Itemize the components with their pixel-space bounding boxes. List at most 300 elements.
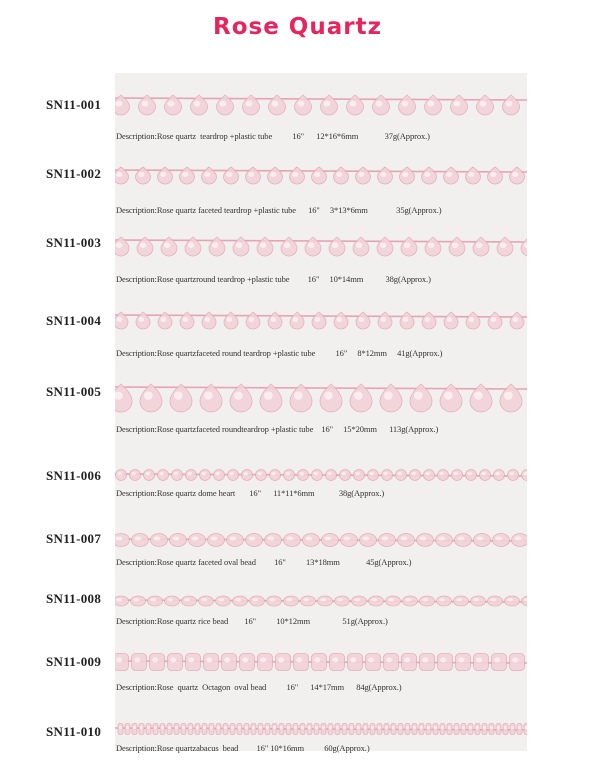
bead-highlight [439,598,445,601]
bead-highlight [161,317,167,322]
bead-highlight [406,726,409,729]
bead [204,654,219,671]
bead-highlight [131,472,135,475]
bead-highlight [332,657,338,662]
bead-highlight [364,726,367,729]
bead-highlight [507,598,513,601]
product-code: SN11-007 [46,531,102,546]
bead-highlight [236,242,242,248]
bead-highlight [369,472,373,475]
bead-highlight [286,598,292,601]
bead-highlight [490,726,493,729]
bead-highlight [204,391,213,399]
bead [298,470,309,481]
bead [436,534,453,547]
bead [233,596,248,606]
bead-highlight [116,101,123,107]
bead-highlight [380,172,386,177]
bead-highlight [212,242,218,248]
bead-strand-image [115,232,527,270]
bead-highlight [336,726,339,729]
bead [312,654,327,671]
bead-highlight [196,726,199,729]
bead-highlight [194,101,201,107]
bead-highlight [434,726,437,729]
bead-highlight [490,598,496,601]
product-description: Description:Rose quartz faceted teardrop +plastic tube 16" 3*13*6mm 35g(Approx.) [116,205,442,215]
bead-highlight [249,536,256,540]
bead-highlight [511,726,514,729]
bead-highlight [234,391,243,399]
bead-highlight [280,726,283,729]
bead-highlight [231,726,234,729]
bead-highlight [467,472,471,475]
bead-highlight [116,172,122,177]
bead-highlight [272,101,279,107]
bead-highlight [154,726,157,729]
bead-highlight [287,536,294,540]
bead-highlight [224,726,227,729]
bead-highlight [260,657,266,662]
bead [256,470,267,481]
bead [508,470,519,481]
bead-highlight [422,598,428,601]
bead-highlight [425,472,429,475]
bead-highlight [469,317,475,322]
bead [294,654,309,671]
bead-highlight [404,242,410,248]
bead-highlight [504,391,513,399]
bead-highlight [376,101,383,107]
bead-highlight [354,598,360,601]
bead-highlight [385,726,388,729]
bead-highlight [512,172,518,177]
bead-highlight [513,317,519,322]
bead-highlight [170,657,176,662]
bead-highlight [116,536,123,540]
bead [379,534,396,547]
bead-highlight [142,101,149,107]
bead-highlight [167,598,173,601]
bead [455,534,472,547]
bead-highlight [203,726,206,729]
bead-highlight [135,536,142,540]
bead-highlight [402,101,409,107]
bead [208,534,225,547]
bead [398,534,415,547]
bead-highlight [117,317,123,322]
bead [170,534,187,547]
bead-highlight [382,536,389,540]
bead-highlight [218,598,224,601]
bead-highlight [399,726,402,729]
bead-highlight [160,172,166,177]
bead-highlight [401,536,408,540]
bead-highlight [188,242,194,248]
bead-highlight [350,726,353,729]
bead-highlight [444,391,453,399]
bead-highlight [314,172,320,177]
bead-highlight [287,726,290,729]
bead-highlight [483,726,486,729]
bead-highlight [428,242,434,248]
bead-highlight [238,726,241,729]
bead [438,470,449,481]
bead-highlight [246,101,253,107]
bead-strand-drawing [115,715,527,741]
bead [227,534,244,547]
bead-highlight [371,726,374,729]
bead-highlight [337,317,343,322]
bead-highlight [476,242,482,248]
bead-highlight [204,172,210,177]
bead-highlight [424,172,430,177]
bead-highlight [313,472,317,475]
bead-highlight [420,726,423,729]
bead-highlight [509,472,513,475]
bead [222,654,237,671]
bead-strand-image [115,523,527,555]
bead-highlight [147,726,150,729]
bead-highlight [140,726,143,729]
bead-highlight [215,472,219,475]
product-description: Description:Rose quartzround teardrop +plastic tube 16" 10*14mm 38g(Approx.) [116,274,431,284]
bead-strand-image [115,644,527,678]
bead-highlight [306,536,313,540]
bead-highlight [490,172,496,177]
bead-highlight [359,317,365,322]
bead-highlight [355,472,359,475]
bead-highlight [383,472,387,475]
bead-highlight [217,726,220,729]
product-code: SN11-003 [46,235,102,250]
bead [186,654,201,671]
product-description: Description:Rose quartz Octagon oval bead 16" 14*17mm 84g(Approx.) [116,682,402,692]
bead-string [115,240,527,242]
bead-highlight [187,472,191,475]
bead-highlight [292,172,298,177]
bead-highlight [174,391,183,399]
bead-highlight [322,726,325,729]
bead-highlight [243,472,247,475]
bead-highlight [285,472,289,475]
bead-highlight [294,391,303,399]
bead-highlight [116,242,122,248]
bead-highlight [252,598,258,601]
bead-highlight [133,598,139,601]
bead-strand-drawing [115,162,527,200]
bead [242,470,253,481]
bead [115,654,129,671]
bead-highlight [248,172,254,177]
bead [284,470,295,481]
bead [182,596,197,606]
bead-highlight [298,101,305,107]
bead [494,470,505,481]
bead-highlight [455,726,458,729]
bead [132,534,149,547]
bead-highlight [414,391,423,399]
product-code: SN11-004 [46,313,102,328]
bead-highlight [314,657,320,662]
bead-highlight [504,726,507,729]
bead-highlight [452,242,458,248]
product-description: Description:Rose quartz rice bead 16" 10*12mm 51g(Approx.) [116,616,388,626]
bead-highlight [428,101,435,107]
bead-highlight [315,726,318,729]
bead-highlight [182,172,188,177]
product-code: SN11-006 [46,468,102,483]
bead-highlight [230,536,237,540]
bead-highlight [518,726,521,729]
catalog-title: Rose Quartz [213,14,382,40]
bead [335,596,350,606]
bead-highlight [380,242,386,248]
bead [301,596,316,606]
bead-highlight [337,598,343,601]
bead-highlight [329,726,332,729]
bead-highlight [201,472,205,475]
bead-highlight [384,391,393,399]
bead-strand-drawing [115,90,527,126]
bead-strand-image [115,378,527,422]
bead-highlight [201,598,207,601]
product-code: SN11-009 [46,654,102,669]
bead-highlight [134,657,140,662]
bead-highlight [273,726,276,729]
bead-highlight [192,536,199,540]
bead [199,596,214,606]
bead [151,534,168,547]
bead-highlight [402,172,408,177]
bead-highlight [257,472,261,475]
bead-highlight [299,472,303,475]
bead-highlight [271,317,277,322]
bead-highlight [425,317,431,322]
bead [410,470,421,481]
bead-highlight [476,657,482,662]
bead [189,534,206,547]
bead [250,596,265,606]
bead-highlight [427,726,430,729]
bead-highlight [175,726,178,729]
bead-highlight [500,242,506,248]
bead-highlight [446,172,452,177]
bead-highlight [296,657,302,662]
bead-highlight [458,536,465,540]
bead [240,654,255,671]
bead [480,470,491,481]
bead-highlight [150,598,156,601]
bead-highlight [189,726,192,729]
bead-highlight [284,242,290,248]
bead-highlight [164,242,170,248]
bead [258,654,273,671]
bead-highlight [405,598,411,601]
bead-highlight [168,726,171,729]
bead-highlight [224,657,230,662]
bead-highlight [324,391,333,399]
bead [417,534,434,547]
bead-highlight [154,536,161,540]
bead [312,470,323,481]
bead-highlight [278,657,284,662]
bead [354,470,365,481]
product-description: Description:Rose quartzabacus bead 16" 10*16mm 60g(Approx.) [116,743,370,753]
product-code: SN11-002 [46,166,102,181]
bead [382,470,393,481]
bead-highlight [469,726,472,729]
bead-highlight [144,391,153,399]
bead-highlight [139,317,145,322]
bead-highlight [388,598,394,601]
bead-highlight [205,317,211,322]
bead [452,470,463,481]
bead-highlight [210,726,213,729]
bead-highlight [320,598,326,601]
bead-highlight [440,657,446,662]
bead-highlight [245,726,248,729]
bead-highlight [354,391,363,399]
bead-highlight [206,657,212,662]
bead-strand-drawing [115,462,527,486]
bead [493,534,510,547]
product-code: SN11-005 [46,384,102,399]
bead [352,596,367,606]
bead-highlight [403,317,409,322]
bead [330,654,345,671]
bead-highlight [269,598,275,601]
bead-highlight [270,172,276,177]
bead-strand-image [115,90,527,126]
bead-highlight [386,657,392,662]
bead-highlight [491,317,497,322]
bead-highlight [468,172,474,177]
bead-strand-drawing [115,587,527,613]
bead [318,596,333,606]
bead [216,596,231,606]
bead-highlight [422,657,428,662]
bead-highlight [341,472,345,475]
bead-strand-drawing [115,523,527,555]
bead [474,534,491,547]
bead [368,470,379,481]
bead-highlight [188,657,194,662]
bead-highlight [308,242,314,248]
bead-highlight [173,472,177,475]
bead-highlight [308,726,311,729]
bead-highlight [411,472,415,475]
bead-highlight [133,726,136,729]
bead-highlight [456,598,462,601]
bead-highlight [439,536,446,540]
product-code: SN11-010 [46,724,102,739]
bead-highlight [439,472,443,475]
bead-highlight [350,657,356,662]
bead-highlight [268,536,275,540]
bead [326,470,337,481]
bead-highlight [506,101,513,107]
bead-highlight [336,172,342,177]
bead-highlight [116,598,122,601]
bead-strand-drawing [115,232,527,270]
bead-highlight [495,472,499,475]
bead [340,470,351,481]
bead-highlight [512,657,518,662]
bead-strand-drawing [115,307,527,343]
bead [115,596,129,606]
bead-highlight [301,726,304,729]
bead-strand-image [115,162,527,200]
bead-highlight [182,726,185,729]
bead-highlight [458,657,464,662]
bead-highlight [371,598,377,601]
bead-highlight [252,726,255,729]
bead-highlight [477,536,484,540]
bead-highlight [227,317,233,322]
bead-highlight [325,536,332,540]
bead-highlight [211,536,218,540]
bead-highlight [138,172,144,177]
bead-highlight [226,172,232,177]
bead-highlight [392,726,395,729]
bead-highlight [260,242,266,248]
bead-highlight [454,101,461,107]
product-description: Description:Rose quartz dome heart 16" 11*11*6mm 38g(Approx.) [116,488,385,498]
bead [276,654,291,671]
bead-highlight [116,657,122,662]
bead-highlight [357,726,360,729]
bead-highlight [350,101,357,107]
bead-highlight [494,657,500,662]
bead-highlight [381,317,387,322]
bead [270,470,281,481]
bead-highlight [152,657,158,662]
bead-highlight [117,472,121,475]
product-code: SN11-001 [46,97,102,112]
bead-highlight [126,726,129,729]
bead [424,470,435,481]
bead-highlight [448,726,451,729]
product-description: Description:Rose quartz teardrop +plastic tube 16" 12*16*6mm 37g(Approx.) [116,131,430,141]
bead-highlight [343,726,346,729]
bead-highlight [358,172,364,177]
bead-highlight [474,391,483,399]
bead-highlight [363,536,370,540]
bead-highlight [327,472,331,475]
bead-highlight [235,598,241,601]
bead-highlight [404,657,410,662]
bead-strand-drawing [115,644,527,678]
bead [348,654,363,671]
bead-strand-image [115,715,527,741]
bead-highlight [259,726,262,729]
product-code: SN11-008 [46,591,102,606]
bead-highlight [344,536,351,540]
bead-highlight [145,472,149,475]
bead-highlight [161,726,164,729]
bead-highlight [324,101,331,107]
bead-highlight [515,536,522,540]
bead-highlight [184,598,190,601]
bead-highlight [368,657,374,662]
bead-highlight [476,726,479,729]
bead [466,470,477,481]
product-description: Description:Rose quartzfaceted roundteardrop +plastic tube 16" 15*20mm 113g(Approx.) [116,424,439,434]
bead-highlight [473,598,479,601]
bead-highlight [356,242,362,248]
bead-highlight [378,726,381,729]
